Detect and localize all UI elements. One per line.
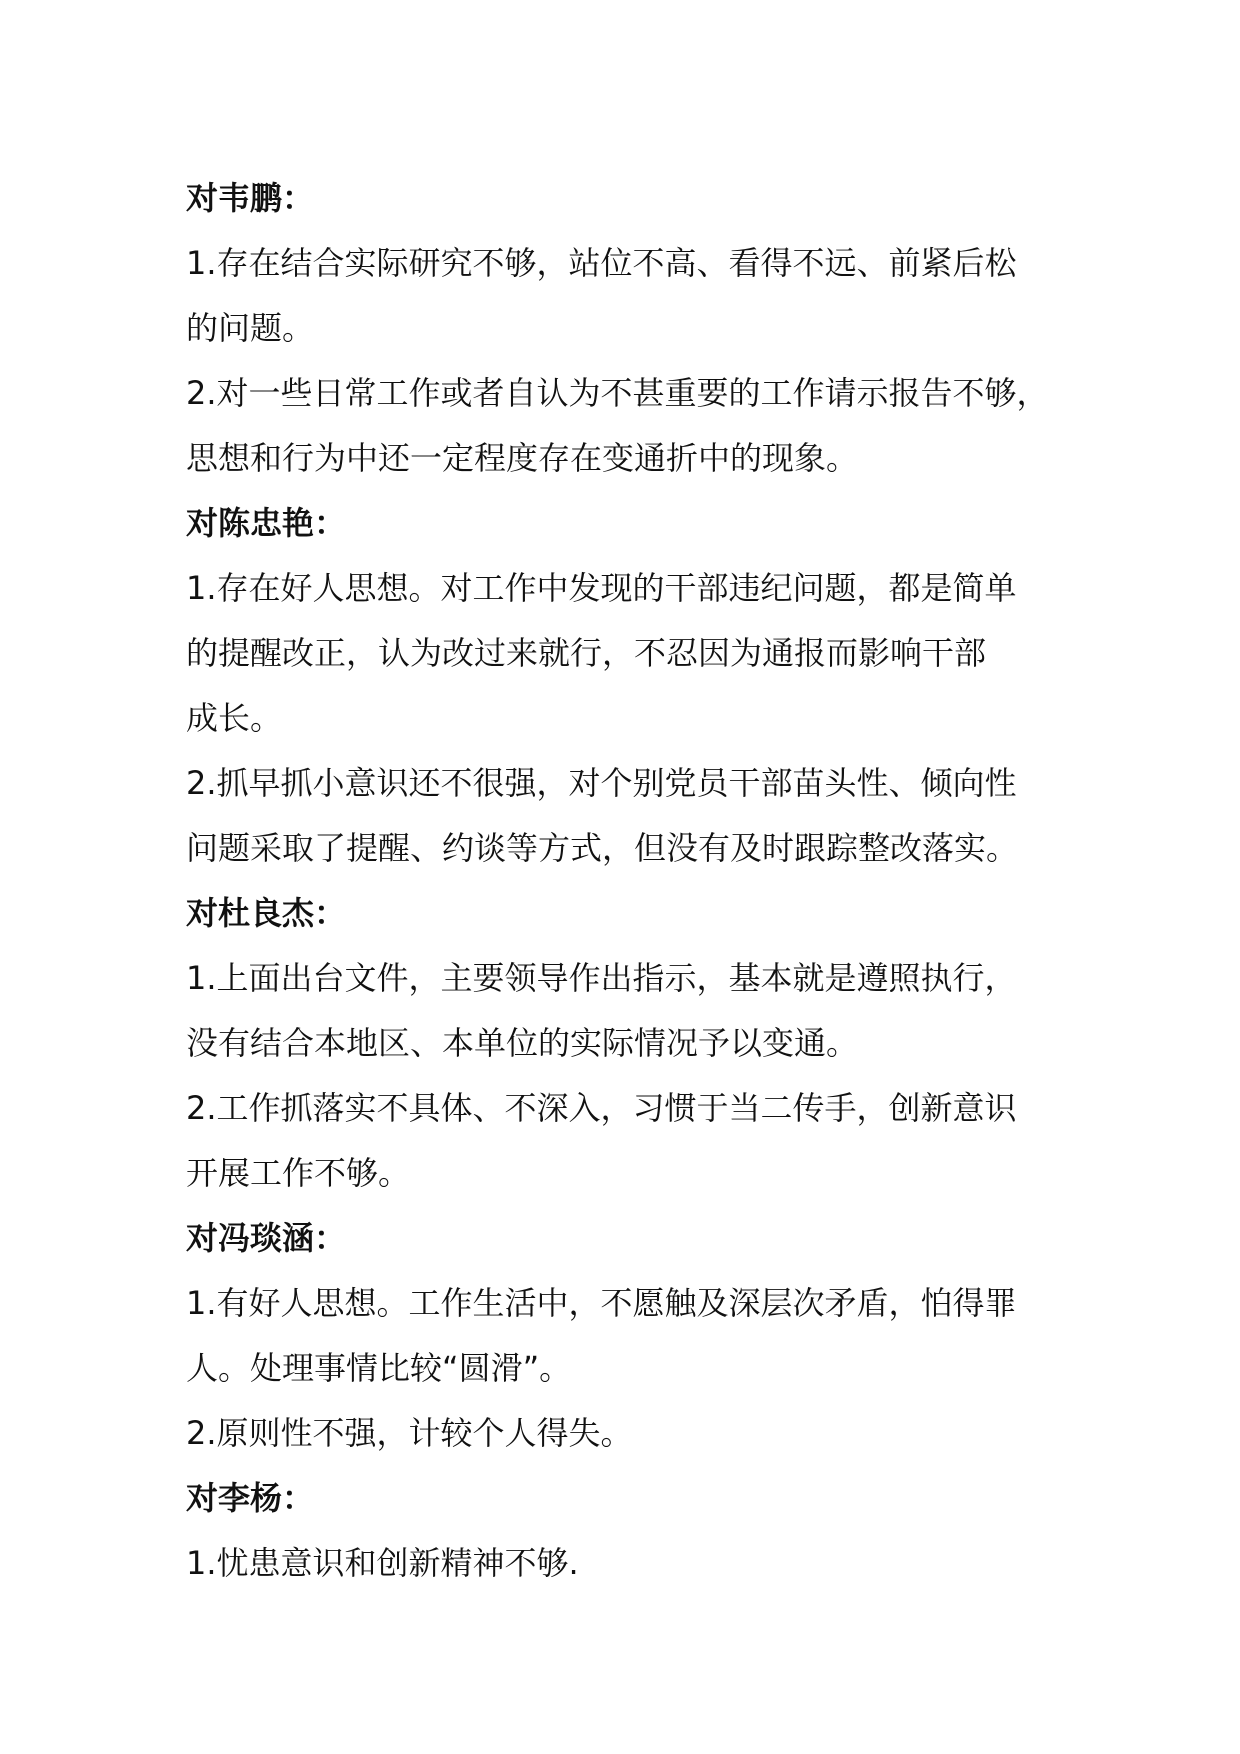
paragraph-line: 成长。 — [186, 699, 283, 737]
paragraph-line: 没有结合本地区、本单位的实际情况予以变通。 — [186, 1024, 859, 1062]
paragraph-line: 1.上面出台文件，主要领导作出指示，基本就是遵照执行， — [186, 959, 1017, 997]
paragraph-line: 2.原则性不强，计较个人得失。 — [186, 1414, 633, 1452]
heading-du-liangjie: 对杜良杰： — [186, 894, 347, 932]
paragraph-line: 2.抓早抓小意识还不很强，对个别党员干部苗头性、倾向性 — [186, 764, 1017, 802]
paragraph-line: 人。处理事情比较“圆滑”。 — [186, 1349, 572, 1387]
paragraph-line: 2.对一些日常工作或者自认为不甚重要的工作请示报告不够， — [186, 374, 1049, 412]
document-body — [186, 166, 1096, 1596]
heading-li-yang: 对李杨： — [186, 1479, 315, 1517]
paragraph-line: 的问题。 — [186, 309, 315, 347]
heading-wei-peng: 对韦鹏： — [186, 179, 315, 217]
paragraph-line: 1.存在结合实际研究不够，站位不高、看得不远、前紧后松 — [186, 244, 1017, 282]
paragraph-line: 思想和行为中还一定程度存在变通折中的现象。 — [186, 439, 859, 477]
paragraph-line: 1.忧患意识和创新精神不够. — [186, 1544, 579, 1582]
paragraph-line: 1.存在好人思想。对工作中发现的干部违纪问题，都是简单 — [186, 569, 1017, 607]
heading-chen-zhongyan: 对陈忠艳： — [186, 504, 347, 542]
heading-feng-yanhan: 对冯琰涵： — [186, 1219, 347, 1257]
paragraph-line: 1.有好人思想。工作生活中，不愿触及深层次矛盾，怕得罪 — [186, 1284, 1017, 1322]
paragraph-line: 问题采取了提醒、约谈等方式，但没有及时跟踪整改落实。 — [186, 829, 1019, 867]
paragraph-line: 的提醒改正，认为改过来就行，不忍因为通报而影响干部 — [186, 634, 987, 672]
paragraph-line: 开展工作不够。 — [186, 1154, 411, 1192]
paragraph-line: 2.工作抓落实不具体、不深入，习惯于当二传手，创新意识 — [186, 1089, 1017, 1127]
